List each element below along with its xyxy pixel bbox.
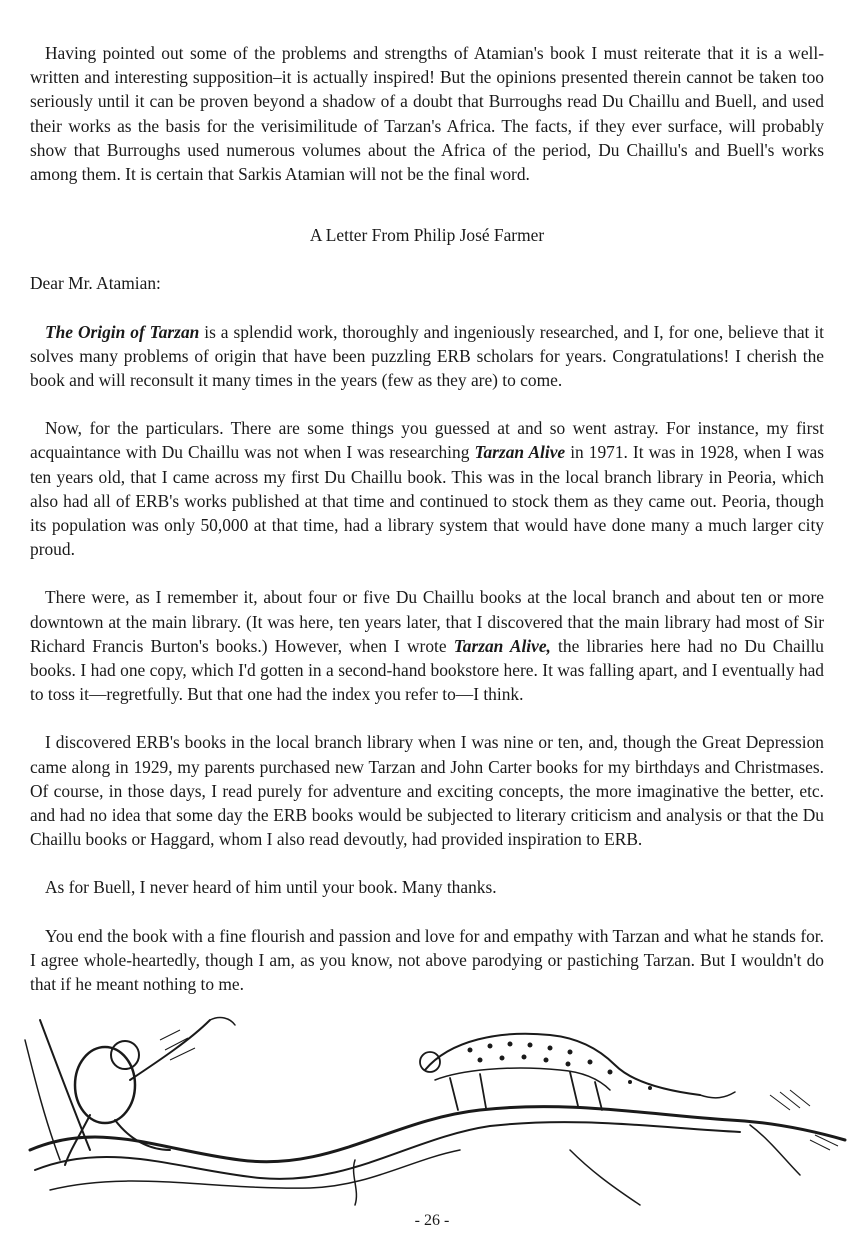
- letter-heading: A Letter From Philip José Farmer: [309, 225, 545, 246]
- letter-salutation: Dear Mr. Atamian:: [30, 273, 161, 294]
- paragraph-praise-text: is a splendid work, thoroughly and ingeniously researched, and I, for one, believe that it solves many problems of origin that have been puzzling ERB scholars for years. Congratulations! I cherish the book and will reconsult it many times in the years (few as they are) to come.: [30, 321, 824, 391]
- text-column: [30, 41, 824, 996]
- page-number: - 26 -: [414, 1212, 450, 1229]
- paragraph-libraries: [30, 585, 824, 706]
- book-title-origin-of-tarzan: The Origin of Tarzan: [45, 321, 200, 342]
- book-title-tarzan-alive: Tarzan Alive: [474, 442, 566, 463]
- paragraph-praise: [30, 320, 824, 393]
- paragraph-libraries-text-b: the libraries here had no Du Chaillu books. I had one copy, which I'd gotten in a second-hand bookstore here. It was falling apart, and I eventually had to toss it—regretfully. But that one had the index you refer to—I think.: [30, 635, 825, 705]
- paragraph-review-conclusion: Having pointed out some of the problems and strengths of Atamian's book I must reiterate that it is a well-written and interesting supposition–it is actually inspired! But the opinions presented therein cannot be taken too seriously until it can be proven beyond a shadow of a doubt that Burroughs read Du Chaillu and Buell, and used their works as the basis for the verisimilitude of Tarzan's Africa. The facts, if they ever surface, will probably show that Burroughs used numerous volumes about the Africa of the period, Du Chaillu's and Buell's works among them. It is certain that Sarkis Atamian will not be the final word.: [30, 43, 824, 185]
- jungle-branch-illustration: [10, 1000, 854, 1212]
- paragraph-buell: As for Buell, I never heard of him until your book. Many thanks.: [45, 877, 497, 898]
- paragraph-discovery: I discovered ERB's books in the local branch library when I was nine or ten, and, though the Great Depression came along in 1929, my parents purchased new Tarzan and John Carter books for my birthdays and Christmases. Of course, in those days, I read purely for adventure and exciting concepts, the more imaginative the better, etc. and had no idea that some day the ERB books would be subjected to literary criticism and analysis or that the Du Chaillu books or Haggard, whom I also read devoutly, had provided inspiration to ERB.: [30, 732, 824, 850]
- paragraph-closing: You end the book with a fine flourish and passion and love for and empathy with Tarzan and what he stands for. I agree whole-heartedly, though I am, as you know, not above parodying or pastiching Tarzan. But I wouldn't do that if he meant nothing to me.: [30, 925, 824, 995]
- paragraph-particulars-text-b: in 1971. It was in 1928, when I was ten years old, that I came across my first Du Chaillu book. This was in the local branch library in Peoria, which also had all of ERB's works published at that time and continued to stock them as they came out. Peoria, though its population was only 50,000 at that time, had a library system that would have done many a much larger city proud.: [30, 442, 824, 560]
- paragraph-particulars-text-a: Now, for the particulars. There are some things you guessed at and so went astray. For instance, my first acquaintance with Du Chaillu was not when I was researching: [30, 418, 824, 463]
- book-title-tarzan-alive-2: Tarzan Alive,: [453, 635, 551, 656]
- paragraph-particulars: [30, 416, 824, 561]
- paragraph-libraries-text-a: There were, as I remember it, about four or five Du Chaillu books at the local branch and about ten or more downtown at the main library. (It was here, ten years later, that I discovered that the main library had most of Sir Richard Francis Burton's books.) However, when I wrote: [30, 587, 824, 656]
